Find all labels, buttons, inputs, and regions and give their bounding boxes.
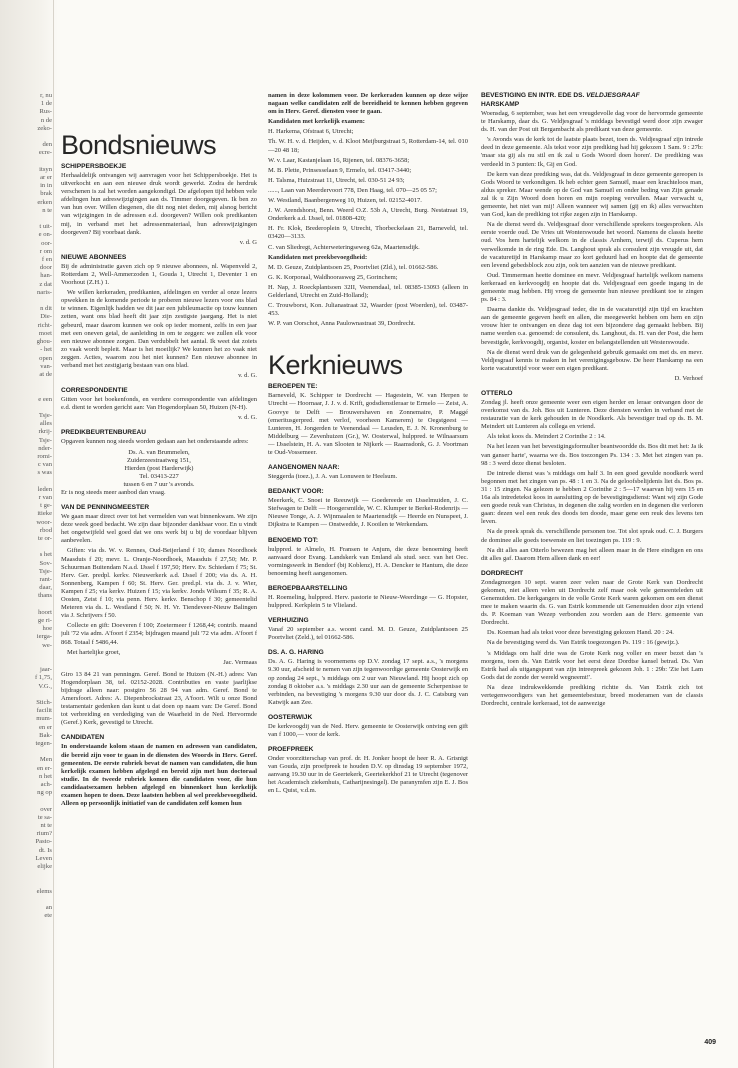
address-line: tussen 6 en 7 uur 's avonds.	[123, 480, 195, 488]
section-heading-text: DORDRECHT	[481, 569, 524, 577]
paragraph: hulppred. te Almelo, H. Fransen te Anjum, die deze benoeming heeft aanvaard door Evang. Landskerk van Emland als stud. secr. van het Oec. vormingswerk in Bendorf (bij Koblenz), H. A. Dencker te Hantum, die deze benoeming heeft aangenomen.	[268, 545, 468, 577]
gutter-line-text: ng op	[37, 789, 52, 797]
gutter-line-text	[0, 691, 52, 699]
paragraph: De kern van deze prediking was, dat ds. Veldjesgraaf in deze gemeente gereopen is Gods Woord te verkondigen. Ik heb echter geen Samuël, maar een krachteloos man, aldus spreker. Maar wende op de God van Samuël en onder beding van Zijn genade zal ik u Zijn Woord doen horen en mijn roeping vervullen. Maar verwacht u, gemeente, het niet van mij! Alleen wanneer wij samen (gij en ik) alles verwachten van God, kan de prediking tot rijke zegen zijn in Harskamp.	[481, 170, 703, 219]
gutter-line-text	[0, 896, 52, 904]
paragraph: Onder voorzitterschap van prof. dr. H. Jonker hoopt de heer R. A. Grisnigt van Gouda, zijn proefpreek te houden D.V. op dinsdag 19 september 1972, aanvang 19.30 uur in de Geertekerk, Geertekerkhof 21 te Utrecht (tegenover het Academisch ziekenhuis, Catharijnesingel). De paranymfen zijn E. J. Bos en L. Quist, v.d.m.	[268, 755, 468, 795]
address-line: Ds. A. van Brummelen,	[128, 448, 190, 456]
section-heading	[61, 387, 257, 395]
section-heading-text: BEROEPBAARSTELLING	[268, 584, 348, 592]
paragraph: Na de dienst werd druk van de gelegenheid gebruik gemaakt om met ds. en mevr. Veldjesgraaf kennis te maken in het verenigingsgebouw. De heer Harskamp na een korte vacaturetijd voor weer een eigen predikant.	[481, 348, 703, 372]
gutter-line-text: han-	[40, 272, 52, 280]
section-heading-text: BEVESTIGING EN INTR. EDE DS.	[481, 92, 587, 99]
paragraph: 's Middags om half drie was de Grote Kerk nog voller en meer bezet dan 's morgens, toen ds. Van Estrik voor het eerst deze Dordtse kansel betrad. Ds. Van Estrik had als uitgangspunt van zijn intreepreek gekozen Joh. 1 : 29b: 'Zie het Lam Gods dat de zonde der wereld wegneemt!'.	[481, 649, 703, 681]
paragraph: Na de dienst werd ds. Veldjesgraaf door verschillende sprekers toegesproken. Als eerste voerde oud. De Vries uit Wonterswoude het woord. Namens de classis heette oud. Vos hem hartelijk welkom in de classis Arnhem, terwijl ds. Cuperus hem verwelkomde in de ring Ede. Ds. Langhout sprak als consulent zijn vreugde uit, dat de vacaturetijd in Harskamp maar zo kort geduurd had en hoopte dat de gemeente een levend gebedsblock zou zijn, ook ten aanzien van de nieuwe predikant.	[481, 221, 703, 269]
section-masthead: Bondsnieuws	[61, 130, 217, 160]
gutter-line-text: brak	[40, 190, 52, 198]
section-heading	[481, 92, 703, 100]
gutter-line-text	[0, 601, 52, 609]
section-heading-text: NIEUWE ABONNEES	[61, 253, 127, 261]
gutter-line-text: c van	[37, 461, 52, 469]
gutter-line-text: alles	[39, 420, 52, 428]
gutter-line-text: over	[40, 805, 52, 813]
paragraph: Giften: via ds. W. v. Rennes, Oud-Beijerland f 10; dames Noordhoek Maasduis f 20; mevr. L. Oranje-Noordhoek, Maasduis f 27,50; Mr. P. Schuurman Buitendam N.a.d. IJssel f 197,50; Herv. Ev. Schiedam f 75; St. Herv. Ger. predpl. kerkv. Nieuwerkerk a.d. IJssel f 200; via ds. A. H. Sonnenberg, Kampen f 60; St. Herv. Ger. pred.pl. via ds. J. v. Wier, Kampen f 25; via kerkv. Huizen f 15; via kerkv. Jonds Wilsum f 35; R. A. Oosten, Zeist f 10; via penn. Herv. kerkv. Benschop f 30; gemeentelid Meteren via ds. L. Westland f 50; N. H. Vr. Tiendeveer-Nieuw Balingen via J. Schrijvers f 50.	[61, 547, 257, 620]
gutter-line-text: ierga-	[36, 633, 52, 641]
gutter-line-text	[0, 387, 52, 395]
gutter-line-text: Leven	[35, 854, 52, 862]
section-heading	[61, 163, 257, 171]
gutter-line-text	[0, 543, 52, 551]
signature: Jac. Vermaas	[223, 658, 257, 666]
gutter-line-text: den	[42, 141, 52, 149]
list-heading: Kandidaten met preekbevoegdheid:	[268, 253, 368, 261]
gutter-line-text	[0, 658, 52, 666]
gutter-line-text: Pasto-	[35, 838, 52, 846]
paragraph: Met hartelijke groet,	[67, 648, 121, 656]
paragraph: De kerkvoogdij van de Ned. Herv. gemeente te Oosterwijk ontving een gift van f 1000,— voor de kerk.	[268, 722, 468, 738]
gutter-line-text: s het	[39, 551, 52, 559]
gutter-line-text: Rus-	[39, 108, 52, 116]
candidate-entry: G. K. Korporaal, Waldhoorasweg 25, Gorinchem;	[268, 273, 398, 281]
gutter-line-text: nt te	[40, 822, 52, 830]
paragraph: Na deze indrukwekkende prediking richtte ds. Van Estrik zich tot vertegenwoordigers van het gemeentebestuur, breed moderamen van de classis Dordrecht, centrale kerkeraad, tot de aanwezige	[481, 683, 703, 708]
paragraph: Oud. Timmerman heette dominee en mevr. Veldjesgraaf hartelijk welkom namens kerkeraad en kerkvoogdij en hoopte dat ds. Veldjesgraaf een goede ingang in de gemeente mag hebben. Hij vroeg de gemeente hun nieuwe predikant toe te zingen ps. 84 : 3.	[481, 271, 703, 304]
gutter-line-text: rkrij-	[38, 428, 52, 436]
gutter-line-text: rant-	[39, 575, 52, 583]
gutter-line-text: nder-	[38, 444, 52, 452]
candidate-entry: J. W. Arendshorst, Benn. Weerd O.Z. 53b A, Utrecht, Burg. Nestatraat 19, Onderkerk a.d. IJssel, tel. 01808-420;	[268, 207, 468, 223]
gutter-line-text: Die-	[40, 313, 52, 321]
gutter-line-text: in in	[40, 182, 52, 190]
gutter-line-text: door	[39, 264, 52, 272]
signature: v. d. G.	[238, 414, 257, 422]
gutter-line-text: dt. Is	[38, 846, 52, 854]
gutter-line-text: elijke	[37, 863, 52, 871]
gutter-line-text: daar,	[39, 584, 52, 592]
gutter-line-text: naris-	[36, 288, 52, 296]
paragraph: Woensdag, 6 september, was het een vreugdevolle dag voor de hervormde gemeente te Harskamp, daar ds. G. Veldjesgraaf 's middags bevestigd werd door zijn zwager ds. H. van der Post uit Bergambacht als predikant van deze gemeente.	[481, 110, 703, 134]
gutter-line-text: van-	[40, 362, 52, 370]
paragraph: H. Roemeling, hulppred. Herv. pastorie te Nieuw-Weerdinge — G. Hopster, hulppred. Kerkplein 5 te Vlieland.	[268, 593, 468, 610]
gutter-line-text: te or-	[38, 534, 52, 542]
gutter-line-text: Bak-	[39, 731, 52, 739]
gutter-line-text: n de	[40, 116, 52, 124]
paragraph: Ds. A. G. Haring is voornemens op D.V. zondag 17 sept. a.s., 's morgens 9.30 uur, afscheid te nemen van zijn tegenwoordige gemeente Oosterwijk en op zondag 24 sept., 's middags om 2 uur van Nieuwland. Hij hoopt zich op zondag 8 oktober a.s. 's middags 2.30 uur aan de gemeente Scherpenisse te verbinden, na bevestiging 's morgens 9.30 uur door ds. J. C. Catsburg van Katwijk aan Zee.	[268, 658, 468, 706]
gutter-line-text: erken	[37, 198, 52, 206]
paragraph: Vanaf 20 september a.s. woont cand. M. D. Geuze, Zuidplantsoen 25 Poortvliet (Zeld.), tel 01662-586.	[268, 626, 468, 642]
gutter-line-text: oor-	[41, 239, 52, 247]
section-heading	[268, 383, 468, 391]
candidate-entry: M. D. Geuze, Zuidplantsoen 25, Poortvliet (Zld.), tel. 01662-586.	[268, 263, 439, 271]
candidate-entry: W. Westland, Baanbergenweg 10, Huizen, tel. 02152-4017.	[268, 197, 422, 205]
gutter-line-text: thans	[38, 592, 52, 600]
section-heading-text: BEDANKT VOOR:	[268, 488, 324, 496]
gutter-line-text: te sa-	[37, 813, 52, 821]
address-line: Zuiderzeestraatweg 151,	[127, 456, 191, 464]
gutter-line-text	[0, 748, 52, 756]
address-line: Hierden (post Harderwijk)	[124, 464, 194, 472]
section-heading	[268, 464, 468, 472]
paragraph: Na dit alles aan Otterlo bewezen mag het alleen maar in de Here eindigen en ons dit alles gaf. Daarom Hem alleen dank en eer!	[481, 546, 703, 562]
gutter-line-text: n het	[38, 772, 52, 780]
section-heading-italic: VELDJESGRAAF	[586, 92, 640, 99]
paragraph: Opgaven kunnen nog steeds worden gedaan aan het onderstaande adres:	[61, 438, 249, 446]
paragraph: Ds. Koeman had als tekst voor deze bevestiging gekozen Hand. 20 : 24.	[487, 629, 674, 637]
section-heading-text: PREDIKBEURTENBUREAU	[61, 429, 146, 437]
section-heading-text: VAN DE PENNINGMEESTER	[61, 504, 150, 512]
column-bondsnieuws	[61, 92, 257, 1042]
gutter-line-text: f 1,75,	[34, 674, 52, 682]
gutter-line-text: Tsje-	[38, 567, 52, 575]
paragraph: 's Avonds was de kerk tot de laatste plaats bezet, toen ds. Veldjesgraaf zijn intrede deed in deze gemeente. Als tekst voor zijn prediking had hij gekozen 1 Sam. 9 : 27b: 'maar sta gij als nu stil en ik zal u Gods Woord doen horen'. De prediking was verdeeld in 3 punten: Ik, Gij en God.	[481, 136, 703, 168]
gutter-line-text: Tsje-	[38, 436, 52, 444]
gutter-line-text: V.G.,	[38, 682, 52, 690]
gutter-line-text	[0, 158, 52, 166]
page-number: 409	[704, 1039, 716, 1046]
section-heading-text: CANDIDATEN	[61, 734, 105, 742]
gutter-line-text: n te	[42, 206, 52, 214]
candidate-entry: M. B. Plette, Prinsesselaan 9, Ermelo, tel. 03417-3440;	[268, 166, 412, 174]
section-heading-text: SCHIPPERSBOEKJE	[61, 163, 127, 170]
section-heading	[61, 429, 257, 437]
section-heading-text: AANGENOMEN NAAR:	[268, 464, 340, 472]
gutter-line-text	[0, 297, 52, 305]
previous-page-fragment	[0, 92, 52, 952]
gutter-line-text	[0, 797, 52, 805]
gutter-line-text: Stich-	[36, 699, 52, 707]
gutter-line-text: zeko-	[37, 124, 52, 132]
gutter-line-text: t ge-	[40, 502, 52, 510]
section-heading	[268, 537, 468, 545]
gutter-line-text: n dit	[40, 305, 52, 313]
candidate-entry: H. Talsma, Huizstraat 11, Utrecht, tel. 030-51 24 93;	[268, 176, 405, 184]
signature: v. d. G.	[238, 372, 257, 380]
section-heading-text: VERHUIZING	[268, 617, 309, 625]
gutter-line-text: we-	[42, 641, 52, 649]
gutter-line-text: at de	[39, 370, 52, 378]
section-masthead: Kerknieuws	[268, 350, 403, 381]
section-heading	[268, 585, 468, 593]
candidate-entry: C. Trouwborst, Kon. Julianastraat 32, Waarder (post Woerden), tel. 03487-453.	[268, 302, 468, 318]
gutter-line-text: f en	[41, 256, 52, 264]
section-heading	[268, 649, 468, 657]
gutter-line-text: moet	[38, 329, 52, 337]
paragraph: Als tekst koos ds. Meindert 2 Corinthe 2 : 14.	[487, 433, 606, 441]
section-heading	[268, 617, 468, 625]
gutter-line-text: mum-	[36, 715, 52, 723]
gutter-line-text: e on-	[38, 231, 52, 239]
candidate-entry: W. v. Laar, Kastanjelaan 16, Rijenen, tel. 08376-3658;	[268, 156, 410, 164]
gutter-line-text: 1 de	[40, 100, 52, 108]
gutter-line-text: Men	[39, 756, 52, 764]
gutter-line-text: ecre-	[38, 149, 52, 157]
gutter-line-text: ar er	[40, 174, 52, 182]
paragraph: In onderstaande kolom staan de namen en adressen van candidaten, die bereid zijn voor te gaan in de diensten des Woords in Herv. Geref. gemeenten. De eerste rubriek bevat de namen van candidaten, die hun kerkelijk examen hebben afgelegd en bereid zijn met hun doctoraal studie. In de tweede rubriek komen die candidaten voor, die hun candidaatsexamen hebben afgelegd en binnenkort hun kerkelijk examen hopen te doen. Deze laatsten hebben al wel preekbevoegdheid. Alleen op persoonlijk initiatief van de candidaten zelf komen hun	[61, 743, 257, 808]
section-heading-text: BEROEPEN TE:	[268, 383, 318, 391]
section-heading	[268, 746, 468, 754]
paragraph: We gaan maar direct over tot het vermelden van wat binnenkwam. We zijn deze week goed bedacht. We zijn daar bijzonder dankbaar voor. En u vindt het ongetwijfeld wel goed dat we ons werk bij u bij de voordaar blijven aanbevelen.	[61, 513, 257, 545]
column-kerknieuws	[268, 92, 468, 1042]
gutter-line-text: an	[45, 904, 52, 912]
section-heading-text: BENOEMD TOT:	[268, 536, 319, 544]
gutter-line-text: facilit	[36, 707, 52, 715]
gutter-line-text: itieke	[37, 510, 52, 518]
paragraph: Meerkerk, C. Snoei te Reeuwijk — Goedereede en IJsselmuiden, J. C. Stefwagen te Delft — Hoogersmilde, W. C. Klumper te Berkel-Rodenrijs — Nieuwe Tonge, A. J. Wijnmaalen te Maartensdijk — Heerde en Nunspeet, J. Dijkstra te Kampen — Onstwedde, J. Kooilen te Werkendam.	[268, 497, 468, 529]
paragraph: Er is nog steeds meer aanbod dan vraag.	[61, 489, 166, 496]
gutter-line-text: - het	[40, 346, 52, 354]
gutter-line-text: s was	[37, 469, 52, 477]
paragraph: Steggerda (toez.), J. A. van Lonuwen te Heelsum.	[268, 473, 398, 481]
section-heading-text: PROEFPREEK	[268, 746, 314, 754]
gutter-line-text: Sov-	[39, 559, 52, 567]
gutter-line-text: r, nu	[40, 92, 52, 99]
paragraph: Daarna dankte ds. Veldjesgraaf ieder, die in de vacaturetijd zijn tijd en krachten aan de gemeente gegeven heeft en allen, die meegewerkt hebben om hem en zijn vrouw hier te ontvangen en deze dag tot een bijzondere dag gemaakt hebben. Bij name werden o.a. genoemd: de consulent, ds. Langhout, ds. H. van der Post, die hem bevestigde, kerkvoogdij, organist, koster en belangstellenden uit Westerswoude.	[481, 306, 703, 346]
paragraph: Zondagmorgen 10 sept. waren zeer velen naar de Grote Kerk van Dordrecht gekomen, niet alleen velen uit Dordrecht zelf maar ook vele gemeenteleden uit Genemuiden. De kerkgangers in de volle Grote Kerk waren gekomen om een dienst mee te maken waarin ds. G. van Estrik kommende uit Genemuiden door zijn vriend ds. P. Koeman van Wezep verbonden zou worden aan de Herv. gemeente van Dordrecht.	[481, 578, 703, 627]
section-heading	[268, 714, 468, 722]
paragraph: Barneveld, K. Schipper te Dordrecht — Hagestein, W. van Herpen te Utrecht — Hoornaar, J. J. v. d. Krift, godsdienstleraar te Ermelo — Zeist, A. Goovye te Delft — Brouwershaven en Zonnemaire, P. Maggé (emeritusgerpred. met verlof, voorheen Kamerem) te Oegstgeest — Lunteren, H. Jongerden te Veenendaal — Leusden, E. J. N. Kronenburg te Middelburg — Zevenhuizen (Gr.), W. Oosterwal, hulppred. te Wilnaarsum — IJsselstein, H. A. van Slooten te Nijkerk — Raamsdonk, G. J. Voortman te Oud-Vossemeer.	[268, 392, 468, 456]
gutter-line-text: rium?	[36, 830, 52, 838]
gutter-line-text: hoe	[42, 625, 52, 633]
gutter-line-text: woor-	[36, 518, 52, 526]
paragraph: Na het lezen van het bevestigingsformulier beantwoordde ds. Bos dit met het: Ja ik van ganser harte', waarna we ds. Bos toezongen Ps. 134 : 3. Met het zingen van ps. 98 : 3 werd deze dienst besloten.	[481, 443, 703, 467]
paragraph: We willen kerkeraden, predikanten, afdelingen en verder al onze lezers opwekken in de komende periode te proberen nieuwe lezers voor ons blad te winnen. Eigenlijk hadden we dit jaar een jubileumactie op touw kunnen zetten, want ons blad heeft dit jaar zijn zestigste jaargang. Het is niet gebeurd, maar daarom kunnen we ook op ieder moment, zelfs in een jaar met een oneven getal, de aanleiding in om te zeggen: we zullen elk voor een nieuwe abonnee zorgen. Dan verdubbelt het aantal. Ik weet dat zoiets zo vaak wordt bepleit. Maar is het moeilijk? We kunnen het zo vaak niet zeggen. Acties, waarom zou het niet kunnen? Een nieuwe abonnee in verband met het zestigjarig bestaan van ons blad.	[61, 289, 257, 369]
signature: D. Verhoef	[674, 374, 703, 382]
section-heading	[268, 488, 468, 496]
paragraph: Herhaaldelijk ontvangen wij aanvragen voor het Schippersboekje. Het is uitverkocht en aan een nieuwe druk wordt gewerkt. Zodra de herdruk verschenen is zal het worden aangekondigd. De afgelopen tijd hebben vele afdelingen hun adreswijzigingen aan ds. Timmer doorgegeven. Ik ben zo van hun over. Willen diegenen, die dit nog niet deden, mij alsnog bericht van wijzigingen in de adressen e.d. doorgeven? Willen ook predikanten mij, in verband met het adressenmateriaal, hun adreswijzigingen doorgeven? Bij voorbaat dank.	[61, 172, 257, 236]
gutter-line-text: ete	[44, 912, 52, 920]
gutter-line-text: ge ri-	[37, 617, 52, 624]
paragraph: Giro 13 84 21 van penningm. Geref. Bond te Huizen (N.-H.) adres: Van Hogendorplaan 38, tel. 02152-2028. Contributies en vaste jaarlijkse bijdrage alleen naar: postgiro 56 28 94 van adm. Geref. Bond te Amersfoort. Adres: A. Diepenbrockstraat 23, A'foort. Wilt u onze Bond testamentair gedenken dan kunt u dat doen op naam van: De Geref. Bond tot verbreiding en verdediging van de Waarheid in de Ned. Hervormde (Geref.) Kerk, gevestigd te Utrecht.	[61, 670, 257, 727]
gutter-line-text: hoort	[38, 608, 52, 616]
gutter-line-text: rbod	[39, 526, 52, 534]
candidate-entry: ......, Laan van Meerdervoort 778, Den Haag, tel. 070—25 05 57;	[268, 186, 437, 194]
candidate-entry: C. van Sliedregt, Achterweteringseweg 62a, Maartensdijk.	[268, 243, 420, 251]
paragraph: Na de bevestiging werd ds. Van Estrik toegezongen Ps. 119 : 16 (gewijz.).	[487, 639, 680, 647]
candidate-entry: H. Fr. Klok, Brederoplein 9, Utrecht, Thorbeckelaan 21, Barneveld, tel. 03420—3133.	[268, 225, 468, 241]
gutter-line-text: itsyn	[39, 165, 52, 173]
gutter-line-text	[0, 133, 52, 141]
section-heading	[61, 504, 257, 512]
section-subheading: HARSKAMP	[481, 101, 520, 108]
paragraph: De intrede dienst was 's middags om half 3. In een goed gevulde noodkerk werd begonnen met het zingen van ps. 48 : 1 en 3. Na de geloofsbelijdenis liet ds. Bos ps. 31 : 15 zingen. Na gelezen te hebben 2 Corinthe 2 : 5—17 waarvan hij vers 15 en 16a als intredetekst koos in aansluiting op de bevestigingsdienst: Want wij zijn Gode een goede reuk van Christus, in degenen die zalig worden en in degenen die verloren gaan: dezen wel een reuk des doods ten doode, maar gene een reuk des levens ten leven.	[481, 469, 703, 526]
gutter-line-text: ach-	[40, 781, 52, 789]
gutter-line-text: jaar-	[40, 666, 52, 674]
section-heading-text: CORRESPONDENTIE	[61, 387, 128, 395]
section-heading	[61, 734, 257, 742]
section-heading	[481, 570, 703, 578]
paragraph: Collecte en gift: Doeveren f 100; Zoetermeer f 1268,44; contrib. maand juli '72 via adm. A'foort f 2354; bijdragen maand juli '72 via adm. A'foort f 868. Totaal f 5486,44.	[61, 622, 257, 646]
section-heading-text: OTTERLO	[481, 390, 513, 397]
intro-paragraph: namen in deze kolommen voor. De kerkeraden kunnen op deze wijze nagaan welke candidaten zelf de bereidheid te kennen hebben gegeven om in Herv. Geref. diensten voor te gaan.	[268, 92, 468, 116]
page-fold-line	[53, 0, 54, 1068]
gutter-line-text: ghou-	[36, 338, 52, 346]
gutter-line-text	[0, 880, 52, 888]
gutter-line-text: open	[39, 354, 52, 362]
gutter-line-text: tegen-	[35, 740, 52, 748]
candidate-entry: H. Nap, J. Roeckplantsoen 32II, Veenendaal, tel. 08385-13093 (alleen in Gelderland, Utrecht en Zuid-Holland);	[268, 283, 468, 299]
gutter-line-text: t uit-	[39, 223, 52, 231]
gutter-line-text: r om	[39, 247, 52, 255]
gutter-line-text: romi-	[37, 452, 52, 460]
candidate-entry: W. P. van Oorschot, Anna Paulownastraat 39, Dordrecht.	[268, 320, 416, 328]
column-bevestigingen	[481, 92, 703, 1042]
gutter-line-text: en er-	[36, 764, 52, 772]
section-heading-text: OOSTERWIJK	[268, 713, 313, 721]
gutter-line-text: richt-	[37, 321, 52, 329]
gutter-line-text: r van	[38, 493, 52, 501]
candidate-entry: H. Harkema, Ofstraat 6, Utrecht;	[268, 128, 354, 136]
signature: v. d. G	[239, 238, 257, 246]
gutter-line-text: e een	[38, 395, 52, 403]
paragraph: Zondag jl. heeft onze gemeente weer een eigen herder en leraar ontvangen door de overkomst van ds. Joh. Bos uit Lunteren. Deze diensten werden in verband met de restauratie van de kerk gehouden in de Noodkerk. Als bevestiger trad op ds. B. M. Meindert uit Lunteren als collega en vriend.	[481, 399, 703, 431]
gutter-line-text: elems	[36, 887, 52, 895]
gutter-line-text	[0, 871, 52, 879]
gutter-line-text	[0, 379, 52, 387]
gutter-line-text	[0, 478, 52, 486]
gutter-line-text: Tsje-	[38, 411, 52, 419]
address-line: Tel. 03413-227	[139, 472, 179, 480]
gutter-line-text	[0, 404, 52, 412]
gutter-line-text: en er	[39, 723, 52, 731]
gutter-line-text	[0, 215, 52, 223]
gutter-line-text	[0, 650, 52, 658]
paragraph: Gitten voor het boekenfonds, en verdere correspondentie van afdelingen e.d. dient te worden gericht aan: Van Hogendorplaan 50, Huizen (N-H).	[61, 396, 257, 412]
gutter-line-text: leden	[37, 485, 52, 493]
paragraph: Bij de administratie gaven zich op 9 nieuwe abonnees, nl. Wapenveld 2, Rotterdam 2, Well-Ammerzoden 1, Gouda 1, Utrecht 1, Deventer 1 en Voorhout (Z.H.) 1.	[61, 262, 257, 287]
candidate-entry: Th. W. H. v. d. Heijden, v. d. Kloot Meijburgstraat 5, Rotterdam-14, tel. 010—20 48 18;	[268, 138, 468, 154]
gutter-line-text: z dat	[39, 280, 52, 288]
paragraph: Na de preek sprak ds. verschillende personen toe. Tot slot sprak oud. C. J. Burgers de dominee alle goeds toewenste en liet toezingen ps. 119 : 9.	[481, 528, 703, 544]
list-heading: Kandidaten met kerkelijk examen:	[268, 118, 365, 126]
section-heading	[61, 254, 257, 262]
section-heading-text: DS. A. G. HARING	[268, 649, 324, 657]
section-heading	[481, 390, 703, 398]
